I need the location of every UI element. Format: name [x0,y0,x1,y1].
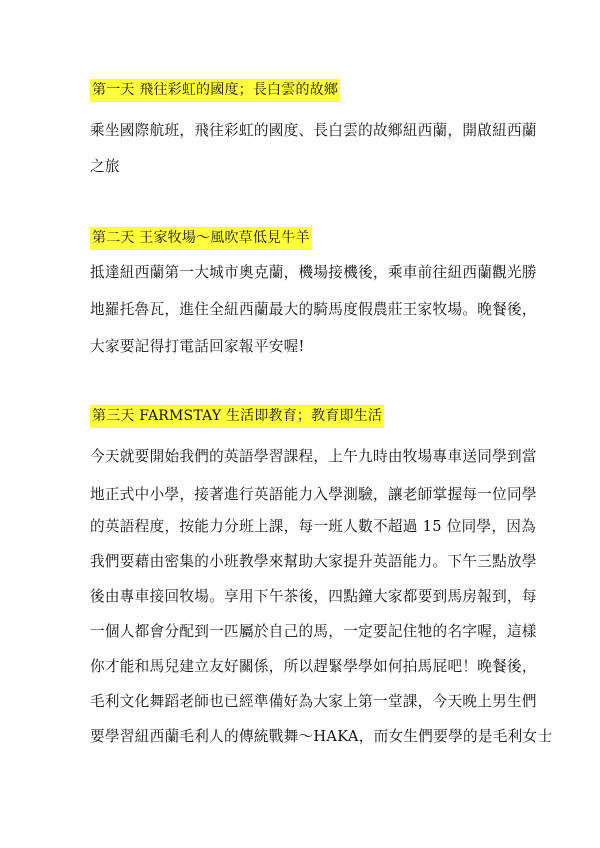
day-3-paragraph-line: 毛利文化舞蹈老師也已經準備好為大家上第一堂課，今天晚上男生們 [90,693,537,710]
day-3-paragraph-line: 地正式中小學，接著進行英語能力入學測驗，讓老師掌握每一位同學 [90,486,537,503]
day-2-heading [90,226,312,250]
day-1-paragraph-line: 乘坐國際航班，飛往彩虹的國度、長白雲的故鄉紐西蘭，開啟紐西蘭 [90,122,537,139]
day-2-paragraph-line: 地羅托魯瓦，進住全紐西蘭最大的騎馬度假農莊王家牧場。晚餐後， [90,301,537,318]
day-3-paragraph-line: 一個人都會分配到一匹屬於自己的馬，一定要記住牠的名字喔，這樣 [90,623,537,640]
day-3-paragraph-line: 我們要藉由密集的小班教學來幫助大家提升英語能力。下午三點放學 [90,553,537,570]
day-1-heading [90,78,340,102]
day-3-paragraph-line: 要學習紐西蘭毛利人的傳統戰舞～HAKA，而女生們要學的是毛利女士 [90,728,553,745]
day-3-paragraph-line: 後由專車接回牧場。享用下午茶後，四點鐘大家都要到馬房報到，每 [90,588,537,605]
day-3-paragraph-line: 今天就要開始我們的英語學習課程，上午九時由牧場專車送同學到當 [90,448,537,465]
day-1-heading-text: 第一天 飛往彩虹的國度；長白雲的故鄉 [90,79,340,102]
day-3-paragraph-line: 你才能和馬兒建立友好關係，所以趕緊學學如何拍馬屁吧！晚餐後， [90,658,537,675]
day-3-paragraph-line: 的英語程度，按能力分班上課，每一班人數不超過 15 位同學，因為 [90,518,537,535]
day-3-heading-text: 第三天 FARMSTAY 生活即教育；教育即生活 [90,405,384,428]
day-2-paragraph-line: 抵達紐西蘭第一大城市奧克蘭，機場接機後，乘車前往紐西蘭觀光勝 [90,264,537,281]
day-2-heading-text: 第二天 王家牧場～風吹草低見牛羊 [90,227,312,250]
day-2-paragraph-line: 大家要記得打電話回家報平安喔! [90,338,305,355]
day-1-paragraph-line: 之旅 [90,158,120,175]
day-3-heading [90,404,384,428]
